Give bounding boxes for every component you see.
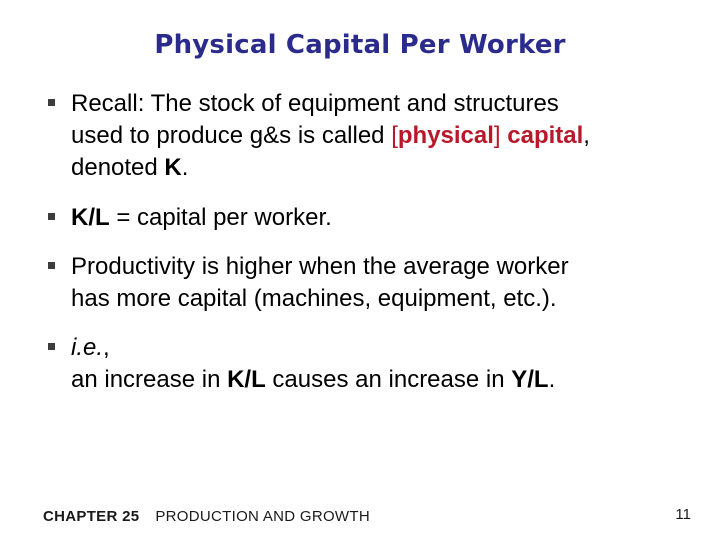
bullet-line bbox=[71, 332, 684, 364]
text-segment: . bbox=[181, 154, 189, 181]
symbol-K-over-L: K/L bbox=[227, 366, 266, 393]
text-segment: . bbox=[548, 366, 556, 393]
text-segment: , bbox=[103, 334, 110, 361]
term-capital: capital bbox=[507, 122, 584, 149]
bullet-ie bbox=[44, 332, 684, 396]
text-segment: denoted bbox=[71, 154, 165, 181]
text-segment: , bbox=[583, 122, 590, 149]
square-bullet-icon bbox=[48, 343, 55, 350]
footer bbox=[43, 508, 370, 525]
slide-title: Physical Capital Per Worker bbox=[154, 30, 566, 60]
symbol-K: K bbox=[164, 154, 182, 181]
text-segment: causes an increase in bbox=[265, 366, 512, 393]
bullet-line bbox=[71, 152, 684, 184]
text-segment: an increase in bbox=[71, 366, 228, 393]
term-physical: physical bbox=[397, 122, 494, 149]
text-segment: = capital per worker. bbox=[109, 204, 332, 231]
page-number: 11 bbox=[675, 506, 691, 523]
bullet-line: Recall: The stock of equipment and structures bbox=[71, 90, 559, 117]
square-bullet-icon bbox=[48, 213, 55, 220]
footer-chapter: CHAPTER 25 bbox=[43, 508, 140, 525]
bullet-productivity bbox=[44, 251, 684, 315]
text-segment: used to produce g&s is called bbox=[71, 122, 392, 149]
bullet-list bbox=[44, 88, 684, 396]
bullet-line bbox=[71, 364, 684, 396]
bullet-line: Productivity is higher when the average worker bbox=[71, 253, 569, 280]
bullet-recall bbox=[44, 88, 684, 184]
footer-section: PRODUCTION AND GROWTH bbox=[155, 508, 370, 525]
symbol-Y-over-L: Y/L bbox=[511, 366, 549, 393]
bracket-open: [ bbox=[391, 122, 398, 149]
ie-text: i.e. bbox=[71, 334, 104, 361]
bullet-line: has more capital (machines, equipment, etc.). bbox=[71, 285, 557, 312]
bullet-line bbox=[71, 202, 684, 234]
square-bullet-icon bbox=[48, 262, 55, 269]
symbol-K-over-L: K/L bbox=[71, 204, 110, 231]
square-bullet-icon bbox=[48, 99, 55, 106]
bullet-line bbox=[71, 120, 684, 152]
bullet-capital-per-worker bbox=[44, 202, 684, 234]
bracket-close: ] bbox=[493, 122, 501, 149]
